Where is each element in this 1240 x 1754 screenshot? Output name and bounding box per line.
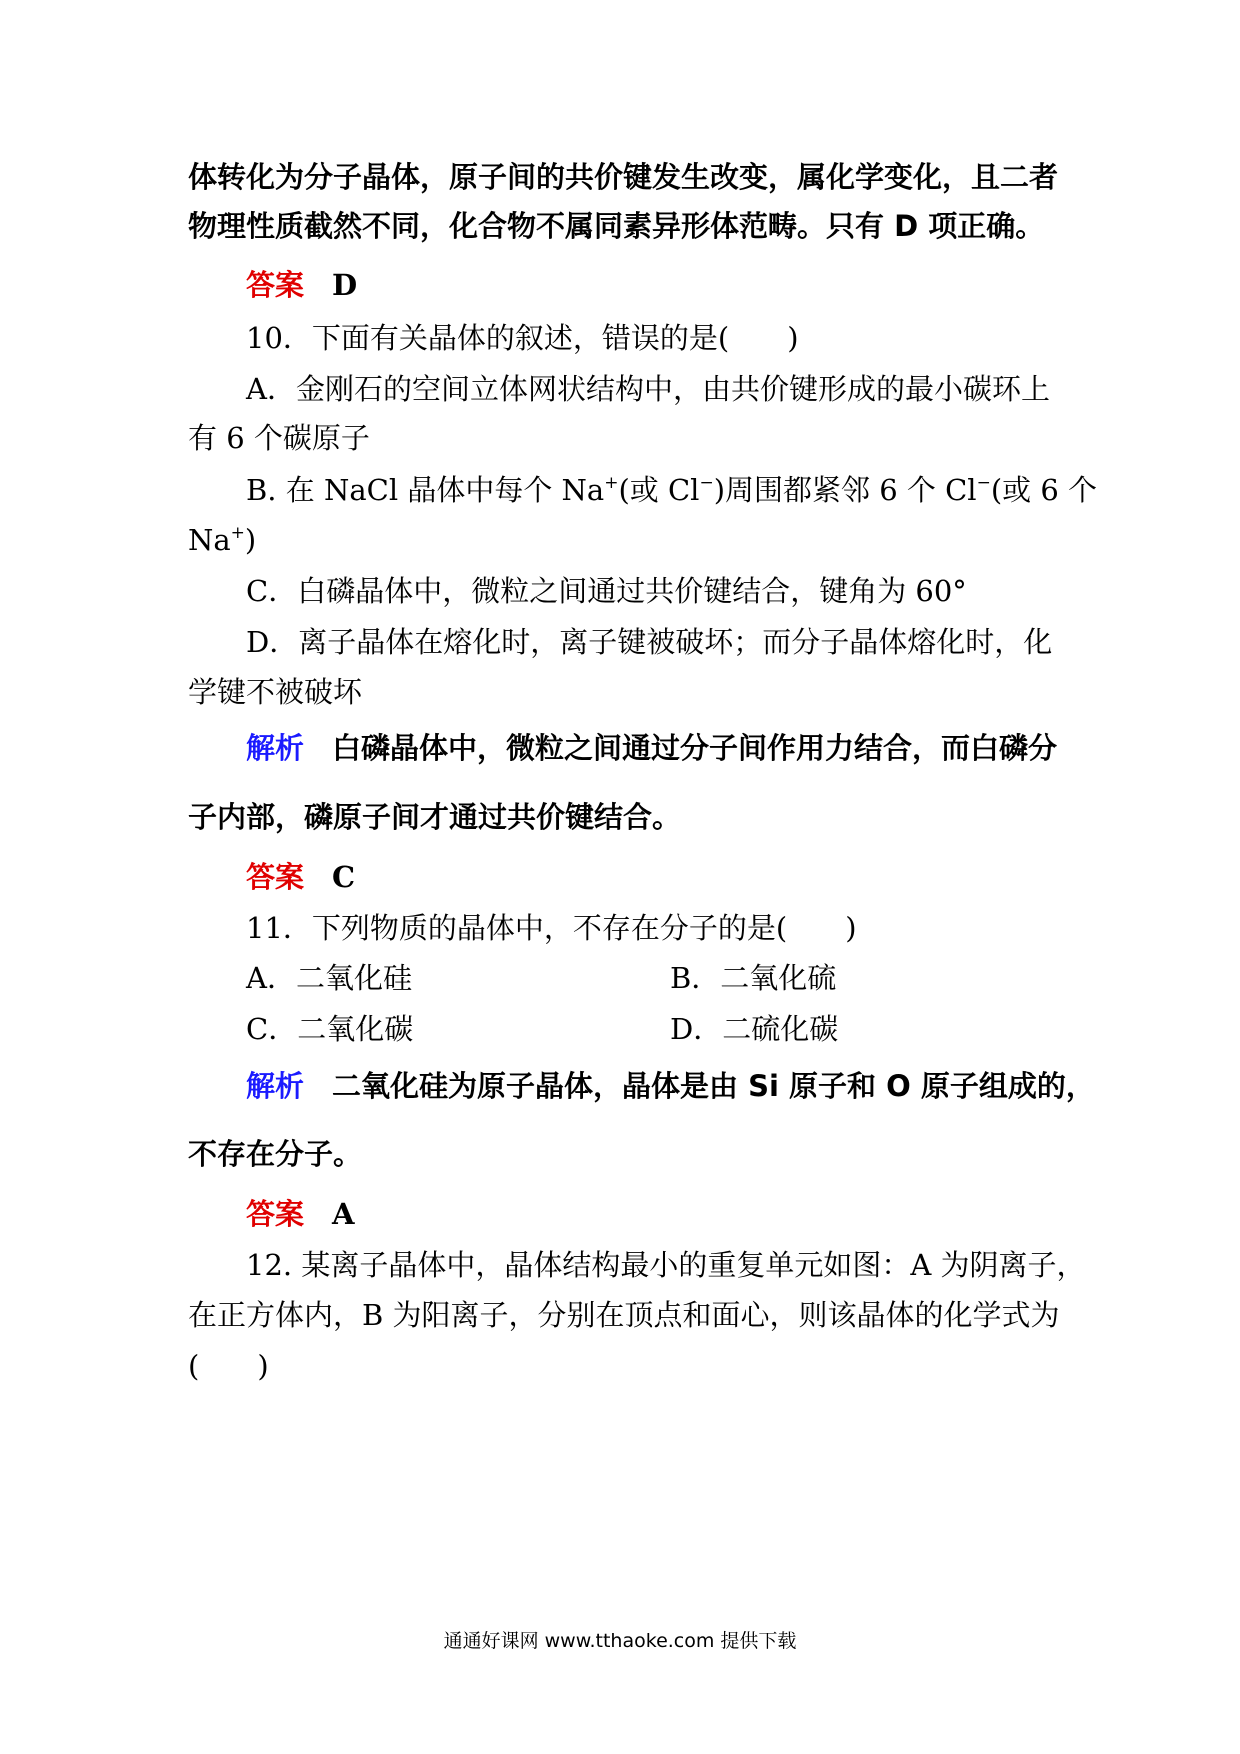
q11-stem: 11．下列物质的晶体中，不存在分子的是( )	[246, 911, 857, 945]
answer-label: 答案	[246, 1197, 305, 1231]
q10-answer	[246, 857, 355, 897]
q10-option-b-line-1: B. 在 NaCl 晶体中每个 Na+(或 Cl−)周围都紧邻 6 个 Cl−(或 6 个	[246, 473, 1098, 507]
q11-option-d: D．二硫化碳	[670, 1012, 839, 1046]
answer-label: 答案	[246, 860, 305, 894]
q11-option-c: C．二氧化碳	[246, 1012, 414, 1046]
q10-option-d-line-1: D．离子晶体在熔化时，离子键被破坏；而分子晶体熔化时，化	[246, 625, 1053, 659]
q11-answer	[246, 1194, 355, 1234]
page-footer: 通通好课网 www.tthaoke.com 提供下载	[443, 1630, 797, 1652]
q10-explanation-line-1: 解析 白磷晶体中，微粒之间通过分子间作用力结合，而白磷分	[246, 731, 1058, 765]
answer-label: 答案	[246, 268, 305, 302]
answer-value: A	[332, 1197, 355, 1231]
answer-value: C	[332, 860, 356, 894]
prev-explanation-line-2: 物理性质截然不同，化合物不属同素异形体范畴。只有 D 项正确。	[188, 209, 1045, 243]
q9-answer	[246, 265, 357, 305]
q10-option-b-line-2: Na+)	[188, 523, 257, 557]
q11-explanation-line-2: 不存在分子。	[188, 1137, 363, 1171]
q10-option-d-line-2: 学键不被破坏	[188, 675, 363, 709]
q10-option-c: C．白磷晶体中，微粒之间通过共价键结合，键角为 60°	[246, 574, 967, 608]
q11-option-a: A．二氧化硅	[246, 961, 412, 995]
q10-explanation-line-2: 子内部，磷原子间才通过共价键结合。	[188, 800, 682, 834]
explanation-label: 解析	[246, 731, 305, 765]
explanation-label: 解析	[246, 1069, 305, 1103]
q11-explanation-line-1: 解析 二氧化硅为原子晶体，晶体是由 Si 原子和 O 原子组成的，	[246, 1069, 1095, 1103]
q12-stem-line-2: 在正方体内，B 为阳离子，分别在顶点和面心，则该晶体的化学式为	[188, 1298, 1060, 1332]
q12-stem-line-1: 12. 某离子晶体中，晶体结构最小的重复单元如图：A 为阴离子，	[246, 1248, 1086, 1282]
q11-option-b: B．二氧化硫	[670, 961, 837, 995]
answer-value: D	[332, 268, 358, 302]
prev-explanation-line-1: 体转化为分子晶体，原子间的共价键发生改变，属化学变化，且二者	[188, 160, 1059, 194]
q10-option-a-line-1: A．金刚石的空间立体网状结构中，由共价键形成的最小碳环上	[246, 372, 1050, 406]
q10-option-a-line-2: 有 6 个碳原子	[188, 421, 370, 455]
q12-stem-line-3: ( )	[188, 1349, 269, 1383]
q10-stem: 10．下面有关晶体的叙述，错误的是( )	[246, 321, 799, 355]
